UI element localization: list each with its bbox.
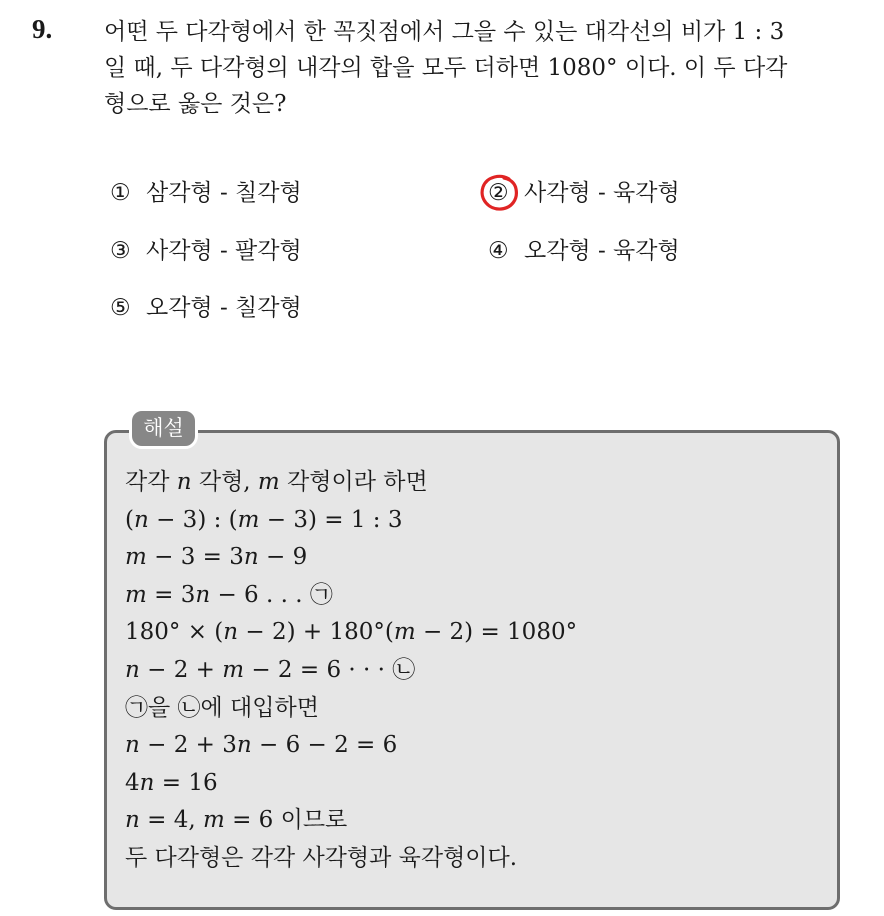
choice-marker: ③ — [110, 238, 131, 264]
solution-line: 두 다각형은 각각 사각형과 육각형이다. — [125, 844, 518, 871]
solution-line: 𝑛 = 4, 𝑚 = 6 이므로 — [125, 807, 348, 834]
solution-label: 해설 — [129, 408, 198, 449]
question-number: 9. — [32, 14, 53, 44]
choice-3[interactable] — [110, 236, 302, 266]
choice-marker: ① — [110, 180, 131, 206]
solution-line: ㉠을 ㉡에 대입하면 — [125, 694, 319, 721]
choice-label: 사각형 - 육각형 — [524, 180, 680, 206]
question-text — [104, 14, 860, 122]
question-line: 어떤 두 다각형에서 한 꼭짓점에서 그을 수 있는 대각선의 비가 1 : 3 — [104, 19, 785, 45]
choice-label: 오각형 - 칠각형 — [146, 295, 302, 321]
choice-5[interactable] — [110, 293, 302, 323]
question-line: 일 때, 두 다각형의 내각의 합을 모두 더하면 1080° 이다. 이 두 다각 — [104, 55, 788, 81]
solution-body — [125, 464, 825, 878]
choice-label: 사각형 - 팔각형 — [146, 238, 302, 264]
choice-label: 오각형 - 육각형 — [524, 238, 680, 264]
solution-line: 𝑛 − 2 + 3𝑛 − 6 − 2 = 6 — [125, 732, 398, 759]
solution-line: 180° × (𝑛 − 2) + 180°(𝑚 − 2) = 1080° — [125, 619, 578, 646]
choice-marker: ② — [488, 180, 509, 206]
choice-4[interactable] — [488, 236, 680, 266]
solution-line: 𝑛 − 2 + 𝑚 − 2 = 6 · · · ㉡ — [125, 656, 416, 683]
solution-line: 𝑚 − 3 = 3𝑛 − 9 — [125, 544, 308, 571]
solution-line: 각각 𝑛 각형, 𝑚 각형이라 하면 — [125, 469, 428, 495]
solution-line: 4𝑛 = 16 — [125, 769, 218, 796]
solution-line: 𝑚 = 3𝑛 − 6 . . . ㉠ — [125, 581, 333, 608]
question-line: 형으로 옳은 것은? — [104, 91, 287, 117]
choice-label: 삼각형 - 칠각형 — [146, 180, 302, 206]
choice-marker: ⑤ — [110, 295, 131, 321]
choice-1[interactable] — [110, 178, 302, 208]
choice-marker: ④ — [488, 238, 509, 264]
choice-2[interactable] — [488, 178, 680, 208]
solution-line: (𝑛 − 3) : (𝑚 − 3) = 1 : 3 — [125, 506, 403, 533]
